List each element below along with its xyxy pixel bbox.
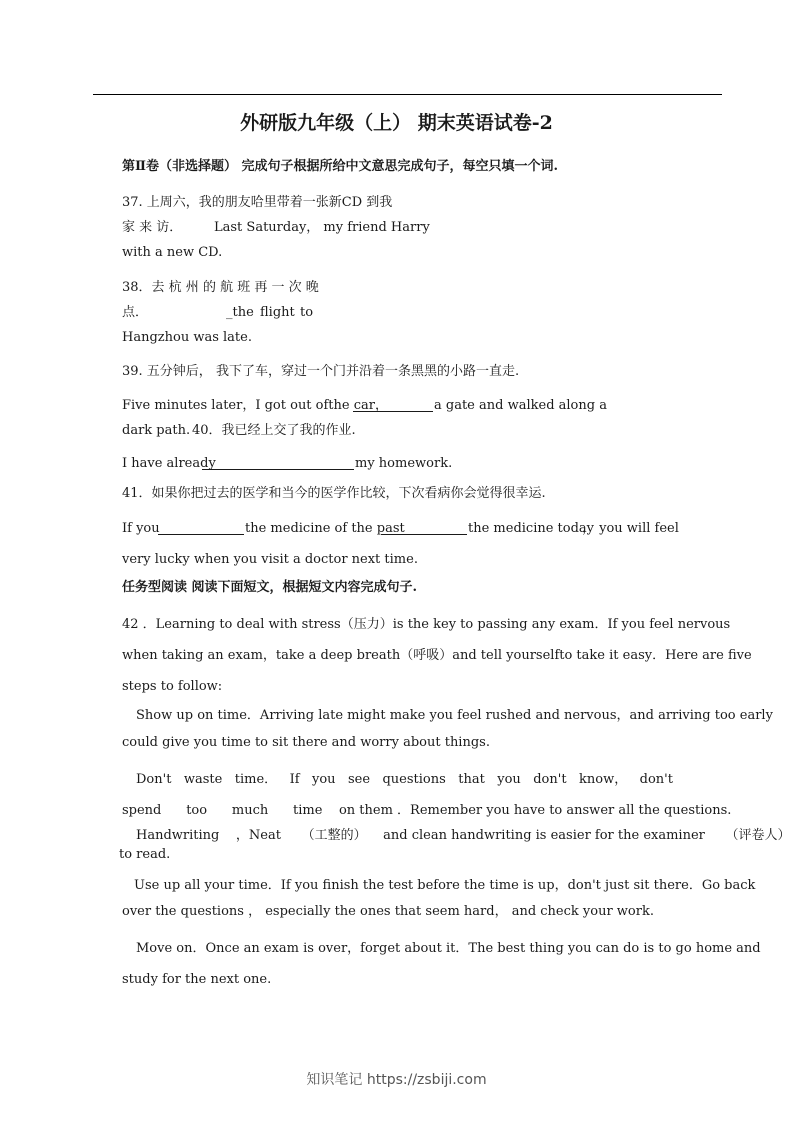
word: waste [183,772,223,787]
q37-english: Last Saturday， my friend Harry [214,220,430,235]
word: If [289,772,300,787]
q41-chinese: 41．如果你把过去的医学和当今的医学作比较，下次看病你会觉得很幸运. [122,486,546,501]
q41-english-a: If you [122,521,160,536]
word: and clean handwriting is easier for the examiner [383,828,705,843]
word: ，Neat [235,828,281,843]
q40-english-b: my homework. [355,456,453,471]
q38-word-flight: flight [260,305,295,320]
word: questions [382,772,446,787]
passage-p5-line1: Use up all your time．If you finish the test before the time is up，don't just sit there．Go back [134,878,756,893]
q39-english-a: Five minutes later，I got out ofthe car， [122,398,388,413]
word: time [293,803,323,818]
q38-word-the: _the [226,305,254,320]
q38-english-cont: Hangzhou was late. [122,330,252,345]
q41-english-d: ， you will feel [582,521,679,536]
word: you [497,772,521,787]
q41-english-c: the medicine today [468,521,595,536]
gloss: （工整的） [301,828,367,843]
passage-p1-line3: steps to follow: [122,679,223,694]
passage-gloss: （呼吸） [400,648,453,663]
q38-word-to: to [300,305,314,320]
header-rule [93,94,722,95]
word: much [231,803,269,818]
passage-p6-line1: Move on．Once an exam is over，forget about it．The best thing you can do is to go home and [136,941,761,956]
word: too [186,803,208,818]
word: you [312,772,336,787]
passage-p3-line1 [136,772,673,788]
passage-text: 42 ．Learning to deal with stress [122,617,341,632]
q39-english-c: dark path. [122,423,191,438]
word: that [458,772,485,787]
passage-p2-line2: could give you time to sit there and worry about things. [122,735,490,750]
gloss: （评卷人） [725,828,791,843]
word: spend [122,803,162,818]
q39-blank [353,411,433,412]
passage-p2-line1: Show up on time．Arriving late might make you feel rushed and nervous，and arriving too early [136,708,773,723]
q39-chinese: 39. 五分钟后， 我下了车，穿过一个门并沿着一条黑黑的小路一直走. [122,364,520,379]
q41-blank-2 [381,534,467,535]
passage-gloss: （压力） [340,617,393,632]
passage-p5-line2: over the questions ， especially the ones that seem hard， and check your work. [122,904,654,919]
word: Don't [136,772,172,787]
q37-chinese-cont: 家 来 访． [122,220,183,235]
passage-p1-line2 [122,648,752,664]
reading-heading: 任务型阅读 阅读下面短文，根据短文内容完成句子. [122,580,418,595]
passage-p4-line1 [136,828,791,844]
passage-p4-line2: to read. [119,847,171,862]
q39-english-b: a gate and walked along a [434,398,607,413]
word: know， [579,772,628,787]
q40-blank [202,469,354,470]
passage-p3-line2 [122,803,731,819]
section-heading: 第Ⅱ卷（非选择题） 完成句子根据所给中文意思完成句子，每空只填一个词. [122,159,559,174]
page-title: 外研版九年级（上） 期末英语试卷-2 [240,112,553,134]
word: don't [639,772,673,787]
q41-blank-1 [158,534,244,535]
q41-english-e: very lucky when you visit a doctor next time. [122,552,418,567]
q40-chinese: 40．我已经上交了我的作业. [192,423,356,438]
passage-text: when taking an exam，take a deep breath [122,648,401,663]
q37-chinese: 37. 上周六，我的朋友哈里带着一张新CD 到我 [122,195,393,210]
word: Handwriting [136,828,220,843]
passage-p6-line2: study for the next one. [122,972,272,987]
q41-english-b: the medicine of the past [245,521,405,536]
word: don't [533,772,567,787]
passage-text: is the key to passing any exam．If you feel nervous [392,617,731,632]
passage-p1-line1 [122,617,731,633]
word: on them ．Remember you have to answer all the questions. [338,803,732,818]
passage-text: and tell yourselfto take it easy．Here are five [452,648,752,663]
q38-chinese: 38．去 杭 州 的 航 班 再 一 次 晚 [122,280,319,295]
word: time． [234,772,278,787]
q40-english-a: I have already [122,456,216,471]
q38-chinese-cont: 点． [122,305,149,320]
word: see [347,772,371,787]
q37-english-cont: with a new CD. [122,245,223,260]
footer-watermark: 知识笔记 https://zsbiji.com [306,1072,487,1088]
